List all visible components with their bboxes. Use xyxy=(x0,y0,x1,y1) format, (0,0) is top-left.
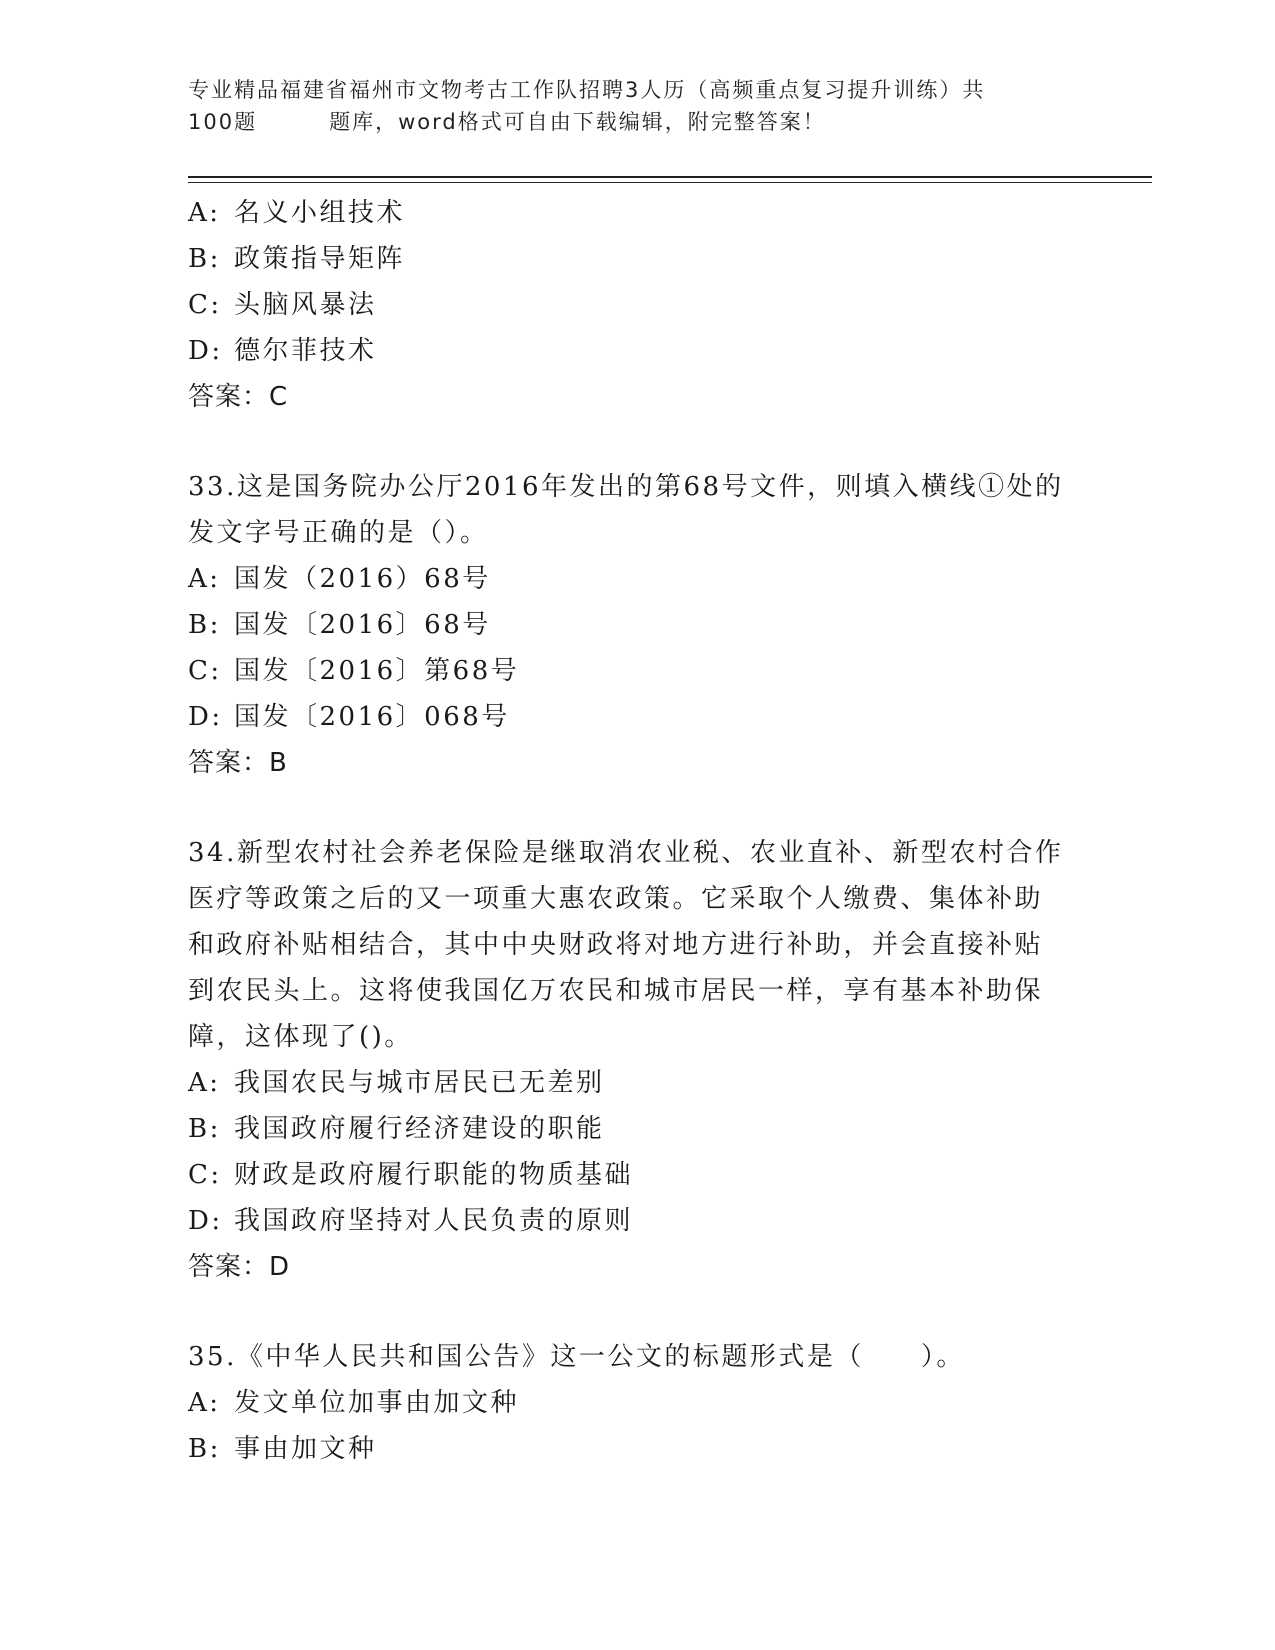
option-a xyxy=(188,190,1088,236)
option-b xyxy=(188,236,1088,282)
header-divider-thick xyxy=(188,176,1152,178)
option-d xyxy=(188,1198,1088,1244)
document-header xyxy=(188,74,1068,138)
option-text: 国发〔2016〕第68号 xyxy=(234,656,520,686)
option-text: 我国农民与城市居民已无差别 xyxy=(234,1068,605,1098)
option-text: 国发（2016）68号 xyxy=(234,564,491,594)
header-subtitle: 题库，word格式可自由下载编辑，附完整答案！ xyxy=(329,110,826,134)
option-letter: A: xyxy=(188,1388,221,1418)
option-text: 政策指导矩阵 xyxy=(234,244,406,274)
question-text-line: 发文字号正确的是（）。 xyxy=(188,518,489,548)
option-c xyxy=(188,648,1088,694)
option-text: 国发〔2016〕68号 xyxy=(234,610,491,640)
option-letter: D: xyxy=(188,1206,223,1236)
option-letter: A: xyxy=(188,564,221,594)
option-c xyxy=(188,1152,1088,1198)
option-text: 事由加文种 xyxy=(234,1434,377,1464)
option-letter: B: xyxy=(188,610,221,640)
option-text: 我国政府履行经济建设的职能 xyxy=(234,1114,605,1144)
option-a xyxy=(188,1380,1088,1426)
option-letter: C: xyxy=(188,656,222,686)
question-33 xyxy=(188,464,1088,786)
option-b xyxy=(188,1426,1088,1472)
question-35 xyxy=(188,1334,1088,1472)
question-text-line: 35.《中华人民共和国公告》这一公文的标题形式是（ ）。 xyxy=(188,1342,965,1372)
question-text-line: 33.这是国务院办公厅2016年发出的第68号文件，则填入横线①处的 xyxy=(188,472,1064,502)
option-d xyxy=(188,694,1088,740)
question-text-line: 医疗等政策之后的又一项重大惠农政策。它采取个人缴费、集体补助 xyxy=(188,884,1044,914)
answer: 答案：B xyxy=(188,748,288,778)
option-text: 我国政府坚持对人民负责的原则 xyxy=(234,1206,634,1236)
option-text: 头脑风暴法 xyxy=(234,290,377,320)
option-text: 名义小组技术 xyxy=(234,198,406,228)
option-letter: D: xyxy=(188,702,223,732)
option-b xyxy=(188,602,1088,648)
answer: 答案：C xyxy=(188,382,289,412)
option-text: 财政是政府履行职能的物质基础 xyxy=(234,1160,634,1190)
option-letter: A: xyxy=(188,198,221,228)
header-title-line2 xyxy=(188,106,1068,138)
option-c xyxy=(188,282,1088,328)
header-question-count: 100题 xyxy=(188,110,258,134)
option-b xyxy=(188,1106,1088,1152)
option-a xyxy=(188,556,1088,602)
question-text-line: 34.新型农村社会养老保险是继取消农业税、农业直补、新型农村合作 xyxy=(188,838,1064,868)
option-text: 国发〔2016〕068号 xyxy=(234,702,510,732)
question-text-line: 到农民头上。这将使我国亿万农民和城市居民一样，享有基本补助保 xyxy=(188,976,1044,1006)
option-letter: C: xyxy=(188,290,222,320)
option-a xyxy=(188,1060,1088,1106)
option-d xyxy=(188,328,1088,374)
option-letter: B: xyxy=(188,244,221,274)
question-text-line: 障，这体现了()。 xyxy=(188,1022,413,1052)
document-body xyxy=(188,190,1088,1472)
option-text: 发文单位加事由加文种 xyxy=(234,1388,520,1418)
header-title-line1: 专业精品福建省福州市文物考古工作队招聘3人历（高频重点复习提升训练）共 xyxy=(188,78,986,102)
option-letter: B: xyxy=(188,1114,221,1144)
header-divider-thin xyxy=(188,182,1152,183)
option-letter: D: xyxy=(188,336,223,366)
question-34 xyxy=(188,830,1088,1290)
option-letter: B: xyxy=(188,1434,221,1464)
option-letter: A: xyxy=(188,1068,221,1098)
answer: 答案：D xyxy=(188,1252,291,1282)
question-32 xyxy=(188,190,1088,420)
question-text-line: 和政府补贴相结合，其中中央财政将对地方进行补助，并会直接补贴 xyxy=(188,930,1044,960)
option-letter: C: xyxy=(188,1160,222,1190)
option-text: 德尔菲技术 xyxy=(234,336,377,366)
